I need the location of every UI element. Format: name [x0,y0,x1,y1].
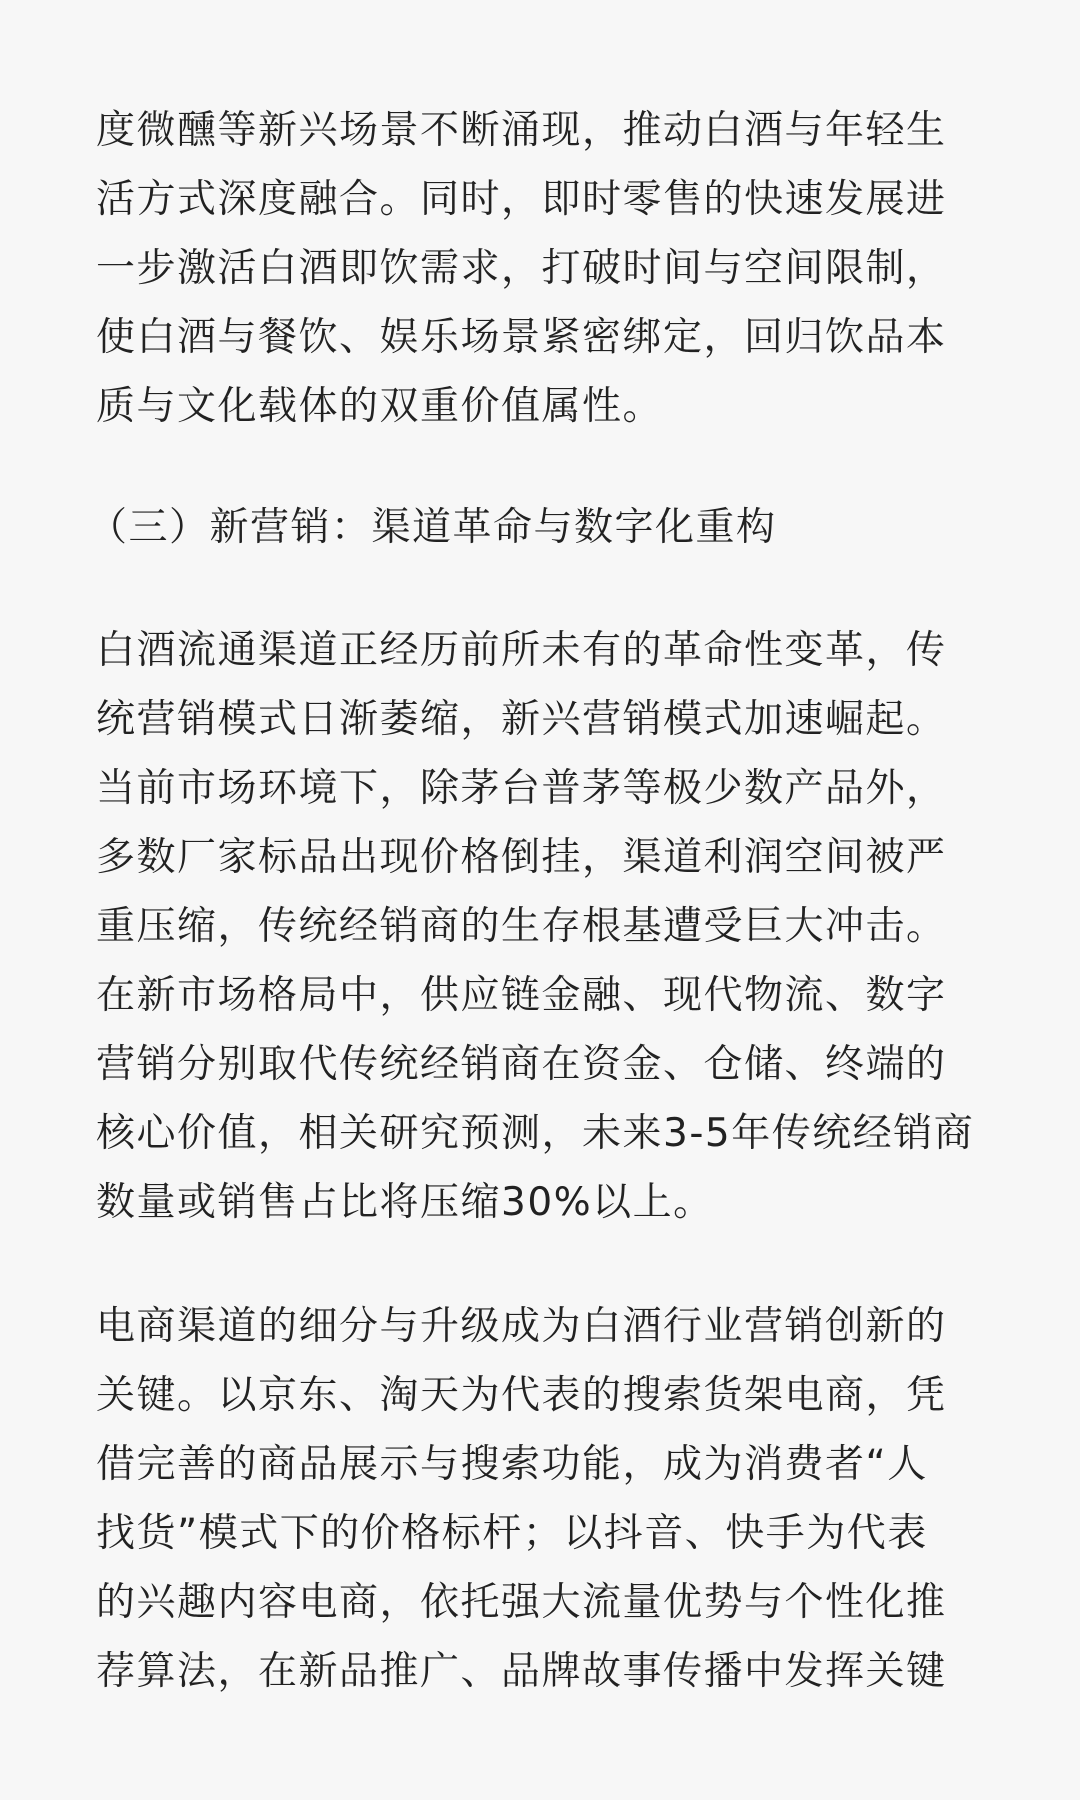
text-line: 数量或销售占比将压缩30%以上。 [96,1180,714,1225]
text-line: 的兴趣内容电商，依托强大流量优势与个性化推 [96,1580,947,1625]
text-line: 度微醺等新兴场景不断涌现，推动白酒与年轻生 [96,108,947,153]
section-heading: （三）新营销：渠道革命与数字化重构 [88,505,777,550]
paragraph-channels [96,616,974,1237]
paragraph-ecommerce [96,1292,947,1706]
text-line: 一步激活白酒即饮需求，打破时间与空间限制， [96,246,947,291]
text-line: 活方式深度融合。同时，即时零售的快速发展进 [96,177,947,222]
text-line: 质与文化载体的双重价值属性。 [96,384,664,429]
paragraph-scenarios [96,96,947,441]
text-line: 多数厂家标品出现价格倒挂，渠道利润空间被严 [96,835,947,880]
text-line: 借完善的商品展示与搜索功能，成为消费者“人 [96,1442,928,1487]
text-line: 统营销模式日渐萎缩，新兴营销模式加速崛起。 [96,697,947,742]
text-line: 核心价值，相关研究预测，未来3-5年传统经销商 [96,1111,975,1156]
text-line: 关键。以京东、淘天为代表的搜索货架电商，凭 [96,1373,947,1418]
text-line: 白酒流通渠道正经历前所未有的革命性变革，传 [96,628,947,673]
text-line: 使白酒与餐饮、娱乐场景紧密绑定，回归饮品本 [96,315,947,360]
text-line: 当前市场环境下，除茅台普茅等极少数产品外， [96,766,947,811]
text-line: 电商渠道的细分与升级成为白酒行业营销创新的 [96,1304,947,1349]
text-line: 重压缩，传统经销商的生存根基遭受巨大冲击。 [96,904,947,949]
text-line: 荐算法，在新品推广、品牌故事传播中发挥关键 [96,1649,947,1694]
text-line: 在新市场格局中，供应链金融、现代物流、数字 [96,973,947,1018]
text-line: 营销分别取代传统经销商在资金、仓储、终端的 [96,1042,947,1087]
text-line: 找货”模式下的价格标杆；以抖音、快手为代表 [96,1511,928,1556]
